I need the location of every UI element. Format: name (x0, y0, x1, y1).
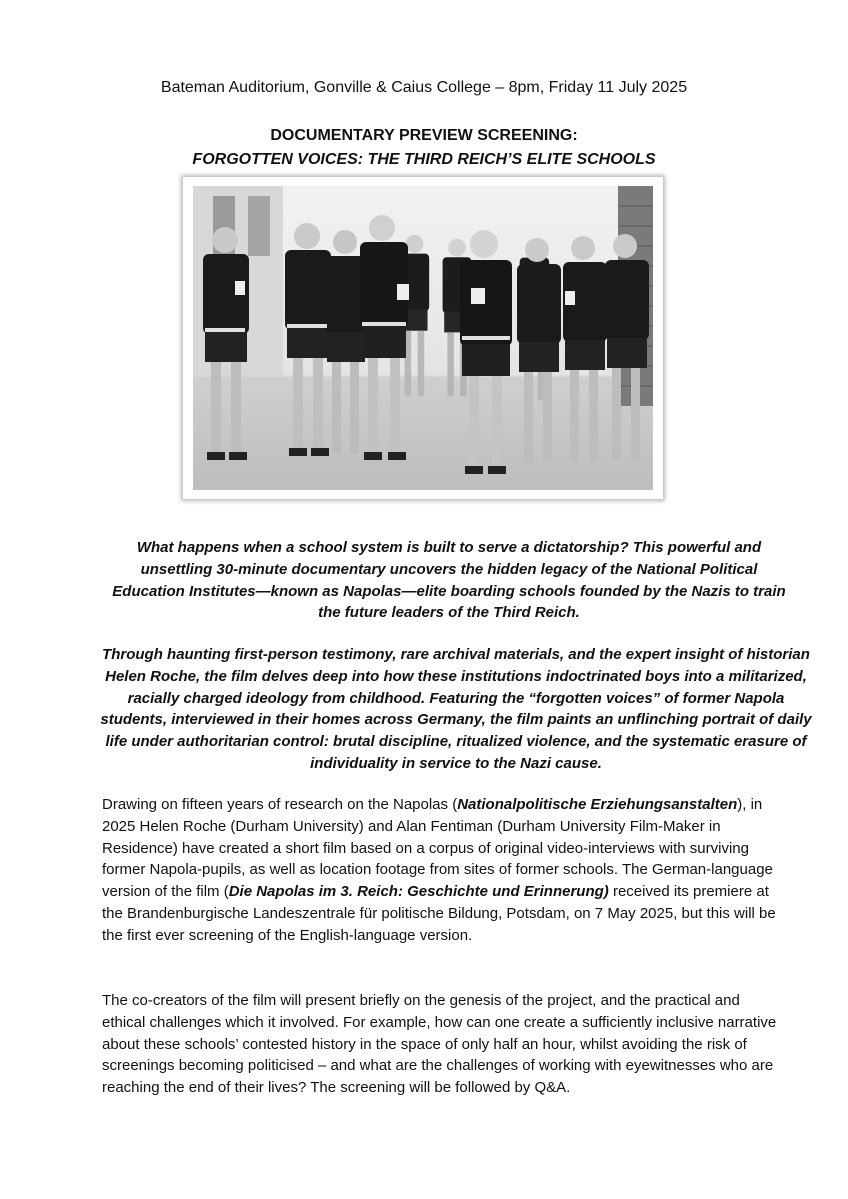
details-paragraph-1 (102, 794, 782, 947)
archival-photo (193, 186, 653, 490)
intro-paragraph-2: Through haunting first-person testimony, rare archival materials, and the expert insight of historian Helen Roche, the film delves deep into how these institutions indoctrinated boys into a militarized, racially charged ideology from childhood. Featuring the “forgotten voices” of former Napola students, interviewed in their homes across Germany, the film paints an unflinching portrait of daily life under authoritarian control: brutal discipline, ritualized violence, and the systematic erasure of individuality in service to the Nazi cause. (100, 646, 812, 772)
intro-paragraph-1: What happens when a school system is built to serve a dictatorship? This powerful and unsettling 30-minute documentary uncovers the hidden legacy of the National Political Education Institutes—known as Napolas—elite boarding schools founded by the Nazis to train the future leaders of the Third Reich. (112, 539, 786, 622)
film-title: FORGOTTEN VOICES: THE THIRD REICH’S ELITE SCHOOLS (192, 151, 656, 168)
details-text: Drawing on fifteen years of research on the Napolas ( (102, 796, 458, 813)
german-film-title: Die Napolas im 3. Reich: Geschichte und Erinnerung) (228, 883, 609, 901)
details-text: ), in 2025 Helen Roche (Durham University) and Alan Fentiman (Durham University Film-Maker in Residence) have created a short film based on a corpus of original video-interviews with surviving former Napola-pupils, as well as location footage from sites of former schools. The German-language version of the film ( (102, 796, 773, 901)
german-institute-name: Nationalpolitische Erziehungsanstalten (457, 796, 738, 813)
archival-photo-illustration (193, 186, 653, 490)
details-text: received its premiere at the Brandenburgische Landeszentrale für politische Bildung, Potsdam, on 7 May 2025, but this will be the first ever screening of the English-language version. (102, 883, 776, 944)
event-title: DOCUMENTARY PREVIEW SCREENING: (270, 127, 578, 144)
details-paragraph-2: The co-creators of the film will present briefly on the genesis of the project, and the practical and ethical challenges which it involved. For example, how can one create a sufficiently inclusive narrative about these schools’ contested history in the space of only half an hour, whilst avoiding the risk of screenings becoming politicised – and what are the challenges of working with eyewitnesses who are reaching the end of their lives? The screening will be followed by Q&A. (102, 992, 777, 1097)
venue-line: Bateman Auditorium, Gonville & Caius College – 8pm, Friday 11 July 2025 (160, 79, 688, 96)
archival-photo-frame (183, 177, 663, 499)
